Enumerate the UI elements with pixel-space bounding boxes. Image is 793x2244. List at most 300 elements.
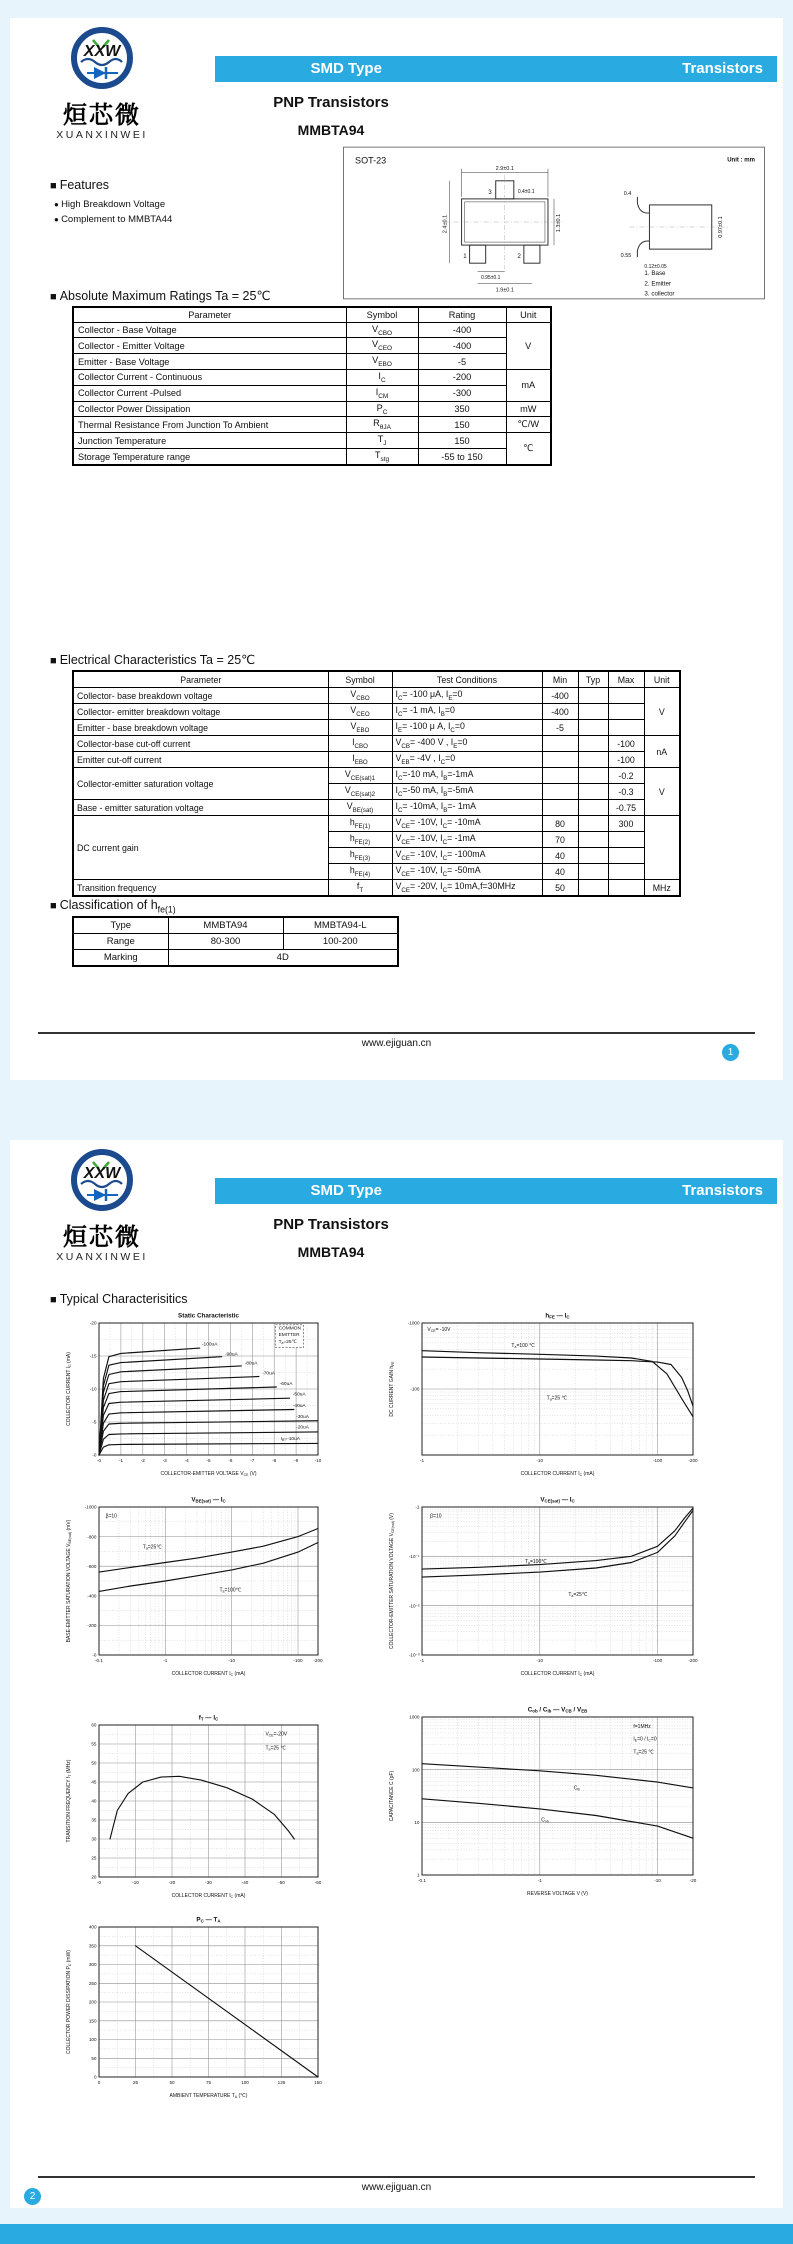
svg-text:-0.1: -0.1: [418, 1878, 426, 1883]
svg-text:100: 100: [411, 1767, 420, 1773]
footer-rule: [38, 2176, 755, 2178]
svg-text:150: 150: [88, 2018, 97, 2024]
table-cell: $V_{CE}= -20V$, $I_C= 10mA,f=30MHz$: [392, 880, 542, 897]
table-row: [73, 768, 680, 784]
banner-smd-type: SMD Type: [310, 60, 382, 77]
pin2-number: 2: [517, 254, 521, 261]
table-cell: $T_J$: [346, 433, 418, 449]
svg-text:-6: -6: [228, 1458, 233, 1463]
table-cell: 50: [542, 880, 578, 897]
dim-body-width: 2.9±0.1: [495, 166, 514, 173]
svg-text:-0.1: -0.1: [95, 1658, 103, 1663]
svg-text:-20: -20: [89, 1320, 97, 1326]
table-cell: ℃/W: [506, 417, 551, 433]
table-cell: V: [506, 322, 551, 369]
table-cell: $V_{CEO}$: [346, 338, 418, 354]
svg-text:-200: -200: [313, 1658, 323, 1663]
svg-text:-10⁻³: -10⁻³: [408, 1652, 420, 1658]
table-cell: -400: [542, 704, 578, 720]
table-cell: Test Conditions: [392, 671, 542, 688]
table-cell: MMBTA94: [168, 917, 283, 934]
svg-text:-30uA: -30uA: [296, 1415, 309, 1421]
svg-text:250: 250: [88, 1980, 97, 1986]
table-cell: [578, 832, 608, 848]
pin3-number: 3: [488, 189, 492, 196]
table-cell: $V_{EBO}$: [328, 720, 392, 736]
table-cell: [542, 800, 578, 816]
svg-text:COMMON: COMMON: [278, 1326, 301, 1332]
brand-chinese: 烜芯微: [63, 1224, 141, 1251]
svg-text:PC — TA: PC — TA: [196, 1916, 221, 1924]
footer-rule: [38, 1032, 755, 1034]
table-cell: Collector- emitter breakdown voltage: [73, 704, 328, 720]
dim-total-height: 0.97±0.1: [717, 216, 724, 238]
table-cell: [578, 816, 608, 832]
table-cell: V: [644, 768, 680, 816]
svg-text:10: 10: [414, 1820, 420, 1826]
table-cell: $V_{CE}= -10V$, $I_C= -10mA$: [392, 816, 542, 832]
svg-text:fT — IC: fT — IC: [198, 1714, 219, 1722]
table-cell: V: [644, 688, 680, 736]
chart-svg: [385, 1308, 705, 1480]
page-2: [10, 1140, 783, 2208]
pin1-number: 1: [463, 254, 467, 261]
table-cell: -0.2: [608, 768, 644, 784]
table-cell: Unit: [506, 307, 551, 322]
table-row: [73, 369, 551, 385]
table-row: [73, 433, 551, 449]
table-cell: Junction Temperature: [73, 433, 346, 449]
svg-text:-10: -10: [536, 1458, 544, 1463]
table-row: [73, 322, 551, 338]
svg-text:-5: -5: [206, 1458, 211, 1463]
abs-max-table: [72, 306, 552, 466]
svg-text:Ta=25 ℃: Ta=25 ℃: [265, 1745, 286, 1752]
table-row: [73, 688, 680, 704]
table-cell: [578, 848, 608, 864]
dim-body-length: 2.4±0.1: [442, 214, 449, 234]
table-cell: 40: [542, 848, 578, 864]
table-cell: MHz: [644, 880, 680, 897]
svg-text:COLLECTOR-EMITTER VOLTAGE VCE: COLLECTOR-EMITTER VOLTAGE VCE (V): [160, 1471, 257, 1477]
table-cell: $P_C$: [346, 401, 418, 417]
svg-text:-50uA: -50uA: [292, 1392, 306, 1398]
svg-text:-100: -100: [652, 1658, 663, 1663]
chart-svg: [62, 1492, 330, 1680]
table-cell: [608, 688, 644, 704]
svg-text:Cib: Cib: [573, 1785, 581, 1792]
table-cell: 80: [542, 816, 578, 832]
table-cell: [542, 784, 578, 800]
svg-text:-10: -10: [536, 1658, 544, 1663]
brand-logo-icon: [65, 1146, 139, 1220]
table-cell: Range: [73, 934, 168, 950]
page-1: [10, 18, 783, 1080]
table-row: [73, 720, 680, 736]
svg-text:-3: -3: [162, 1458, 167, 1463]
pin-legend-base: 1. Base: [644, 270, 666, 278]
table-cell: -0.3: [608, 784, 644, 800]
svg-text:45: 45: [91, 1779, 97, 1785]
page-number-badge: 2: [24, 2188, 41, 2205]
svg-text:COLLECTOR CURRENT IC (mA): COLLECTOR CURRENT IC (mA): [171, 1671, 246, 1677]
table-cell: $h_{FE(3)}$: [328, 848, 392, 864]
table-cell: [608, 880, 644, 897]
svg-text:35: 35: [91, 1817, 97, 1823]
svg-text:-1: -1: [419, 1658, 425, 1663]
table-cell: $I_{EBO}$: [328, 752, 392, 768]
table-row: [73, 354, 551, 370]
table-cell: 70: [542, 832, 578, 848]
table-cell: [578, 688, 608, 704]
table-row: [73, 950, 398, 967]
table-cell: Symbol: [328, 671, 392, 688]
table-cell: $h_{FE(2)}$: [328, 832, 392, 848]
table-cell: Transition frequency: [73, 880, 328, 897]
svg-text:150: 150: [314, 2080, 322, 2085]
table-cell: [578, 864, 608, 880]
svg-text:REVERSE VOLTAGE V (V): REVERSE VOLTAGE V (V): [527, 1891, 588, 1897]
table-row: [73, 449, 551, 465]
table-cell: [608, 704, 644, 720]
svg-text:COLLECTOR CURRENT IC (mA): COLLECTOR CURRENT IC (mA): [171, 1893, 246, 1899]
chart-ft-vs-ic: [62, 1710, 330, 1902]
svg-text:IB=-10uA: IB=-10uA: [280, 1436, 300, 1442]
dim-standoff: 0.12±0.05: [644, 264, 667, 271]
svg-text:30: 30: [91, 1836, 97, 1842]
table-cell: $V_{CE}= -10V$, $I_C= -100mA$: [392, 848, 542, 864]
svg-text:VCE(sat) — IC: VCE(sat) — IC: [540, 1496, 575, 1504]
table-cell: $V_{CE}= -10V$, $I_C= -1mA$: [392, 832, 542, 848]
svg-text:25: 25: [132, 2080, 139, 2085]
svg-text:-1: -1: [163, 1658, 168, 1663]
table-row: [73, 934, 398, 950]
table-cell: Symbol: [346, 307, 418, 322]
table-cell: Collector-emitter saturation voltage: [73, 768, 328, 800]
features-heading: ■ Features: [50, 178, 109, 192]
table-cell: 150: [418, 433, 506, 449]
svg-text:-0: -0: [92, 1652, 97, 1658]
doc-title: PNP Transistors: [273, 94, 389, 111]
svg-text:Ta=25 ℃: Ta=25 ℃: [633, 1749, 654, 1756]
table-cell: $V_{CB}= -400$ V , $I_E=0$: [392, 736, 542, 752]
svg-text:-200: -200: [87, 1623, 97, 1629]
table-cell: [578, 736, 608, 752]
chart-vbesat-vs-ic: [62, 1492, 330, 1680]
table-cell: $V_{CE(sat)2}$: [328, 784, 392, 800]
svg-text:-1000: -1000: [407, 1320, 420, 1326]
table-cell: MMBTA94-L: [283, 917, 398, 934]
table-cell: $V_{CE}= -10V$, $I_C= -50mA$: [392, 864, 542, 880]
package-name: SOT-23: [355, 155, 387, 166]
svg-text:1000: 1000: [409, 1714, 420, 1720]
table-cell: -55 to 150: [418, 449, 506, 465]
svg-text:-15: -15: [89, 1353, 97, 1359]
table-cell: Collector- base breakdown voltage: [73, 688, 328, 704]
svg-text:β=10: β=10: [105, 1513, 117, 1520]
table-cell: $V_{CBO}$: [328, 688, 392, 704]
table-cell: [578, 720, 608, 736]
svg-text:IE=0 / IC=0: IE=0 / IC=0: [633, 1736, 657, 1743]
table-cell: $V_{CBO}$: [346, 322, 418, 338]
svg-text:-400: -400: [87, 1593, 97, 1599]
table-cell: $I_C=-50$ mA, $I_B=-5mA$: [392, 784, 542, 800]
table-cell: [578, 768, 608, 784]
table-cell: Type: [73, 917, 168, 934]
table-cell: Collector Current -Pulsed: [73, 385, 346, 401]
table-cell: $I_C= -100$ μA, $I_E=0$: [392, 688, 542, 704]
svg-text:-0: -0: [92, 1452, 97, 1458]
svg-text:DC CURRENT GAIN hFE: DC CURRENT GAIN hFE: [389, 1361, 395, 1417]
classification-table: [72, 916, 399, 967]
dim-pin-pitch: 0.95±0.1: [480, 274, 501, 281]
page-number-badge: 1: [722, 1044, 739, 1061]
chart-svg: [62, 1912, 330, 2102]
svg-text:-50: -50: [278, 1880, 285, 1885]
svg-text:125: 125: [277, 2080, 286, 2085]
table-cell: 150: [418, 417, 506, 433]
table-cell: ℃: [506, 433, 551, 465]
pin-legend-collector: 3. collector: [644, 290, 675, 298]
svg-text:Cob: Cob: [541, 1817, 549, 1824]
table-row: [73, 401, 551, 417]
svg-text:-2: -2: [140, 1458, 145, 1463]
table-cell: -300: [418, 385, 506, 401]
svg-text:-10⁻²: -10⁻²: [408, 1603, 420, 1609]
table-cell: Parameter: [73, 671, 328, 688]
table-cell: [608, 720, 644, 736]
pin-legend-emitter: 2. Emitter: [644, 280, 672, 288]
svg-text:CAPACITANCE C (pF): CAPACITANCE C (pF): [389, 1770, 395, 1822]
table-cell: 40: [542, 864, 578, 880]
table-cell: Emitter - Base Voltage: [73, 354, 346, 370]
table-cell: -400: [542, 688, 578, 704]
svg-text:COLLECTOR CURRENT IC (mA): COLLECTOR CURRENT IC (mA): [520, 1471, 595, 1477]
table-cell: Emitter cut-off current: [73, 752, 328, 768]
doc-title: PNP Transistors: [273, 1216, 389, 1233]
header-banner: [215, 1178, 777, 1204]
dim-pin-span: 1.9±0.1: [495, 287, 514, 294]
svg-text:Ta=100℃: Ta=100℃: [524, 1559, 547, 1566]
brand-logo: [32, 1146, 172, 1263]
svg-text:Ta=25 ℃: Ta=25 ℃: [546, 1395, 568, 1402]
svg-text:-90uA: -90uA: [224, 1352, 238, 1358]
chart-static-characteristic: [62, 1308, 330, 1480]
table-cell: $I_C= -1$ mA, $I_B=0$: [392, 704, 542, 720]
package-drawing-svg: [343, 146, 765, 300]
chart-svg: [62, 1710, 330, 1902]
svg-text:350: 350: [88, 1943, 97, 1949]
table-cell: [578, 784, 608, 800]
table-cell: Typ: [578, 671, 608, 688]
brand-logo-icon: [65, 24, 139, 98]
chart-vcesat-vs-ic: [385, 1492, 705, 1680]
table-row: [73, 752, 680, 768]
table-cell: 350: [418, 401, 506, 417]
elec-char-heading: ■ Electrical Characteristics Ta = 25℃: [50, 652, 255, 667]
package-drawing: [343, 146, 765, 300]
svg-text:Ta=25℃: Ta=25℃: [278, 1339, 297, 1345]
chart-capacitance-vs-voltage: [385, 1702, 705, 1900]
table-cell: 300: [608, 816, 644, 832]
brand-mark: XXW: [83, 1165, 121, 1182]
svg-text:VCE=-20V: VCE=-20V: [265, 1731, 288, 1738]
footer-url: www.ejiguan.cn: [361, 2182, 432, 2193]
svg-text:-100: -100: [652, 1458, 663, 1463]
svg-text:1: 1: [416, 1872, 420, 1878]
svg-text:-1: -1: [118, 1458, 123, 1463]
svg-text:-0: -0: [96, 1880, 102, 1885]
svg-text:40: 40: [91, 1798, 97, 1804]
table-cell: Rating: [418, 307, 506, 322]
table-cell: $I_C= -10mA$, $I_B=-$ 1mA: [392, 800, 542, 816]
svg-text:-100: -100: [410, 1386, 420, 1392]
svg-text:-800: -800: [87, 1534, 97, 1540]
svg-text:-10⁻¹: -10⁻¹: [408, 1554, 420, 1560]
table-cell: [542, 768, 578, 784]
svg-text:-1: -1: [419, 1458, 425, 1463]
svg-text:50: 50: [91, 2055, 97, 2061]
svg-text:β=10: β=10: [430, 1513, 442, 1520]
table-cell: $T_{stg}$: [346, 449, 418, 465]
svg-text:-10: -10: [132, 1880, 139, 1885]
svg-text:-20: -20: [168, 1880, 176, 1885]
header-banner: [215, 56, 777, 82]
svg-text:50: 50: [91, 1760, 97, 1766]
table-cell: Max: [608, 671, 644, 688]
table-cell: $R_{\theta JA}$: [346, 417, 418, 433]
table-cell: mW: [506, 401, 551, 417]
svg-text:Static Characteristic: Static Characteristic: [178, 1312, 239, 1320]
table-cell: $V_{CE(sat)1}$: [328, 768, 392, 784]
svg-text:AMBIENT TEMPERATURE TA (℃): AMBIENT TEMPERATURE TA (℃): [169, 2093, 248, 2099]
svg-text:-5: -5: [92, 1419, 97, 1425]
dim-body-height: 1.3±0.1: [556, 213, 563, 233]
table-cell: $V_{EB}= -4V$ , $I_C=0$: [392, 752, 542, 768]
table-cell: Emitter - base breakdown voltage: [73, 720, 328, 736]
chart-svg: [62, 1308, 330, 1480]
table-cell: Collector - Emitter Voltage: [73, 338, 346, 354]
table-cell: -100: [608, 736, 644, 752]
table-cell: $h_{FE(1)}$: [328, 816, 392, 832]
table-cell: -400: [418, 338, 506, 354]
svg-text:-10: -10: [314, 1458, 322, 1463]
table-cell: Thermal Resistance From Junction To Ambient: [73, 417, 346, 433]
chart-pc-vs-ta: [62, 1912, 330, 2102]
svg-text:-60uA: -60uA: [279, 1382, 293, 1388]
svg-text:100: 100: [241, 2080, 249, 2085]
table-cell: $V_{EBO}$: [346, 354, 418, 370]
svg-text:0: 0: [97, 2080, 101, 2085]
brand-english: XUANXINWEI: [56, 129, 148, 142]
table-row: [73, 307, 551, 322]
table-cell: 100-200: [283, 934, 398, 950]
table-row: [73, 338, 551, 354]
svg-text:COLLECTOR POWER DISSIPATION P: COLLECTOR POWER DISSIPATION PC (mW): [66, 1950, 72, 2054]
svg-text:-20: -20: [689, 1878, 697, 1883]
table-cell: Collector - Base Voltage: [73, 322, 346, 338]
svg-text:hFE — IC: hFE — IC: [545, 1312, 570, 1320]
chart-svg: [385, 1492, 705, 1680]
svg-text:-9: -9: [294, 1458, 299, 1463]
table-cell: -5: [418, 354, 506, 370]
table-cell: [542, 752, 578, 768]
svg-text:-80uA: -80uA: [244, 1361, 258, 1367]
table-cell: 4D: [168, 950, 398, 967]
table-cell: $I_{CBO}$: [328, 736, 392, 752]
bottom-accent-strip: [0, 2224, 793, 2244]
table-row: [73, 671, 680, 688]
svg-text:Ta=100℃: Ta=100℃: [219, 1587, 242, 1594]
abs-max-heading: ■ Absolute Maximum Ratings Ta = 25℃: [50, 288, 270, 303]
elec-char-table: [72, 670, 681, 897]
svg-text:-10: -10: [89, 1386, 97, 1392]
table-cell: $I_E= -100$ μ A, $I_C=0$: [392, 720, 542, 736]
svg-text:-1: -1: [537, 1878, 542, 1883]
brand-logo: [32, 24, 172, 141]
svg-text:VBE(sat) — IC: VBE(sat) — IC: [191, 1496, 226, 1504]
svg-text:0: 0: [93, 2074, 97, 2080]
svg-text:-60: -60: [314, 1880, 322, 1885]
svg-text:-1: -1: [415, 1504, 420, 1510]
table-cell: Collector-base cut-off current: [73, 736, 328, 752]
table-cell: [578, 704, 608, 720]
svg-text:-10: -10: [228, 1658, 236, 1663]
svg-text:-20uA: -20uA: [296, 1425, 309, 1431]
table-row: [73, 385, 551, 401]
svg-text:COLLECTOR CURRENT IC (mA): COLLECTOR CURRENT IC (mA): [66, 1352, 72, 1426]
svg-text:-30: -30: [205, 1880, 212, 1885]
table-cell: DC current gain: [73, 816, 328, 880]
svg-text:f=1MHz: f=1MHz: [633, 1724, 651, 1731]
table-cell: $V_{BE(sat)}$: [328, 800, 392, 816]
banner-smd-type: SMD Type: [310, 1182, 382, 1199]
table-cell: Unit: [644, 671, 680, 688]
svg-text:Ta=25℃: Ta=25℃: [142, 1544, 162, 1551]
svg-text:-40: -40: [241, 1880, 249, 1885]
table-cell: 80-300: [168, 934, 283, 950]
chart-hfe-vs-ic: [385, 1308, 705, 1480]
table-row: [73, 417, 551, 433]
table-row: [73, 704, 680, 720]
table-cell: Collector Power Dissipation: [73, 401, 346, 417]
classification-heading: ■ Classification of $h_{fe(1)}$: [50, 898, 176, 915]
table-cell: [542, 736, 578, 752]
footer-url: www.ejiguan.cn: [361, 1038, 432, 1049]
dim-pin-width: 0.4±0.1: [517, 188, 535, 195]
svg-text:VCE= -10V: VCE= -10V: [427, 1326, 451, 1333]
table-cell: [578, 752, 608, 768]
table-cell: -400: [418, 322, 506, 338]
table-cell: -0.75: [608, 800, 644, 816]
svg-text:-70uA: -70uA: [262, 1371, 275, 1377]
feature-item: ● Complement to MMBTA44: [54, 214, 172, 225]
svg-text:55: 55: [91, 1741, 97, 1747]
table-cell: Marking: [73, 950, 168, 967]
table-cell: [608, 848, 644, 864]
banner-transistors: Transistors: [682, 60, 763, 77]
table-cell: [578, 880, 608, 897]
svg-text:-100uA: -100uA: [201, 1342, 218, 1348]
svg-text:BASE-EMITTER SATURATION VOLTAG: BASE-EMITTER SATURATION VOLTAGE VBE(sat) (mV): [66, 1519, 72, 1643]
svg-text:25: 25: [91, 1855, 97, 1861]
table-row: [73, 880, 680, 897]
part-number: MMBTA94: [297, 1244, 365, 1260]
svg-text:EMITTER: EMITTER: [278, 1333, 300, 1339]
feature-item: ● High Breakdown Voltage: [54, 199, 165, 210]
table-cell: $h_{FE(4)}$: [328, 864, 392, 880]
table-row: [73, 800, 680, 816]
